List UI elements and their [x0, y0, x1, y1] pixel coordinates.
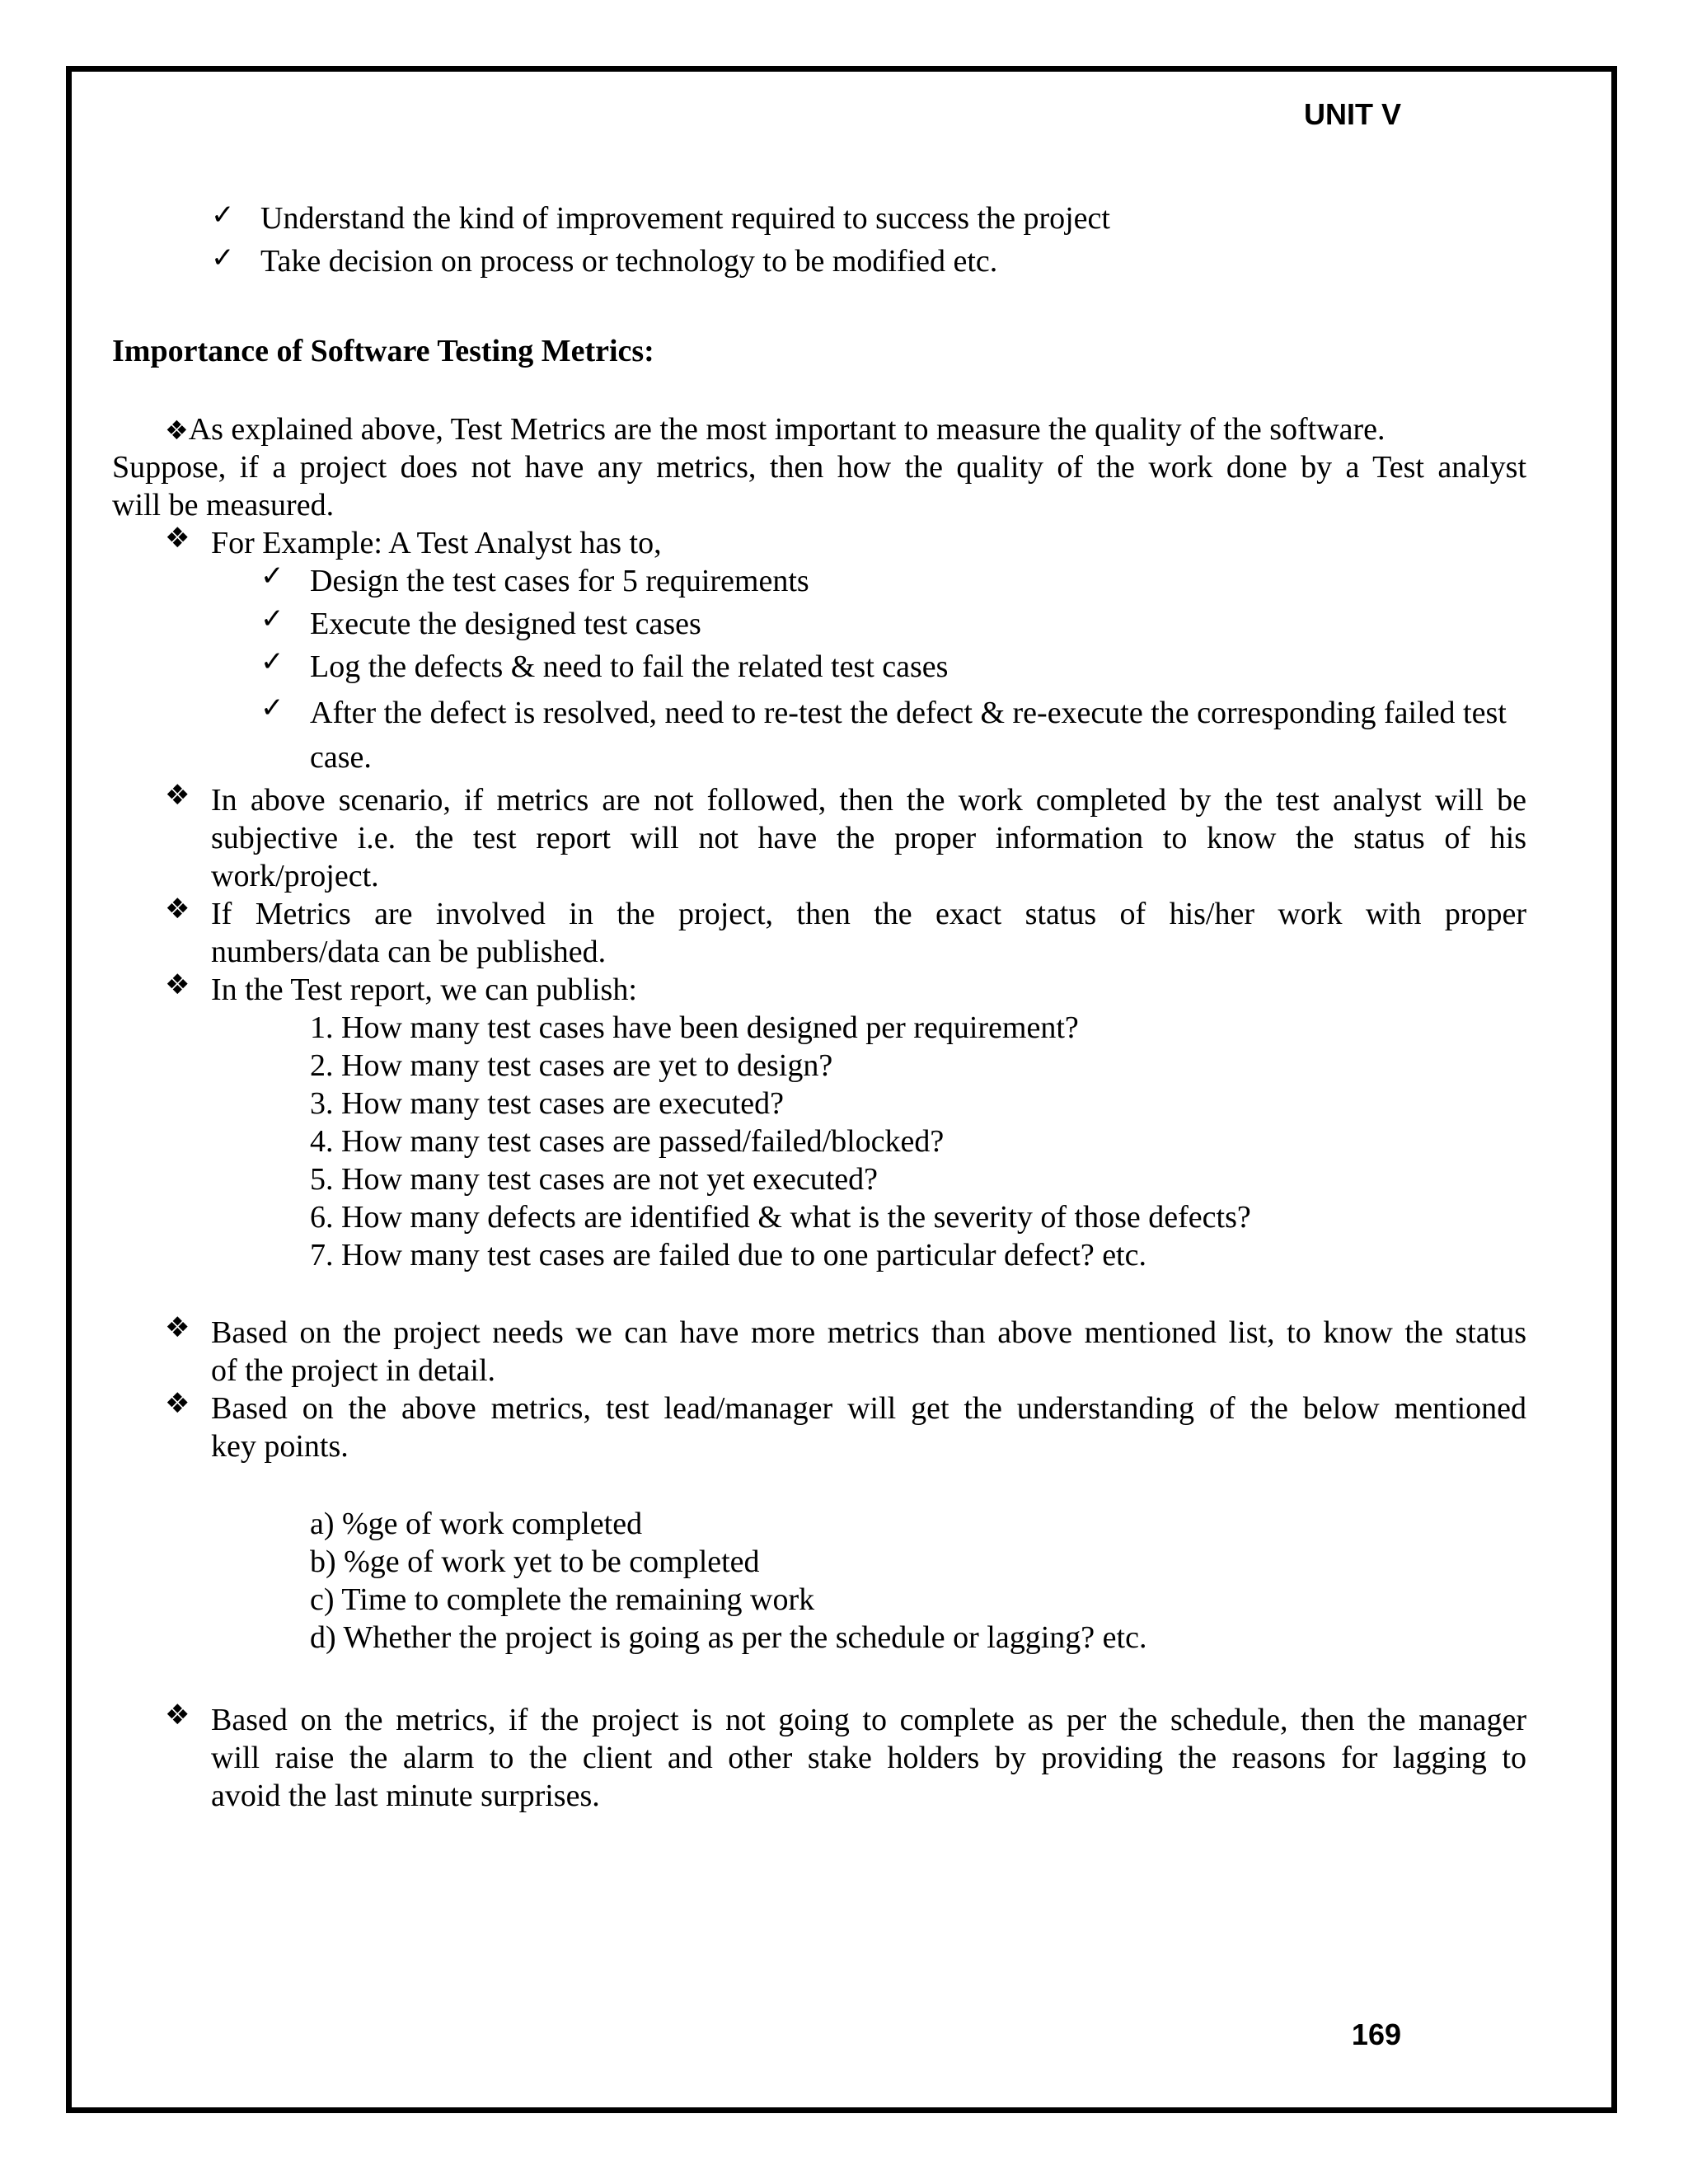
lettered-item: d) Whether the project is going as per the schedule or lagging? etc. — [310, 1620, 1147, 1655]
numbered-item: 1. How many test cases have been designed per requirement? — [310, 1010, 1079, 1045]
list-item: For Example: A Test Analyst has to, — [211, 526, 662, 560]
check-icon: ✓ — [260, 602, 284, 635]
paragraph-line: subjective i.e. the test report will not have the proper information to know the status of his — [211, 821, 1526, 855]
check-icon: ✓ — [211, 199, 235, 232]
paragraph-line: Suppose, if a project does not have any metrics, then how the quality of the work done by a Test analyst — [112, 450, 1526, 485]
paragraph-line: If Metrics are involved in the project, then the exact status of his/her work with proper — [211, 897, 1526, 931]
lettered-item: a) %ge of work completed — [310, 1507, 643, 1541]
check-icon: ✓ — [260, 691, 284, 724]
numbered-item: 5. How many test cases are not yet executed? — [310, 1162, 879, 1197]
page-number: 169 — [1351, 2018, 1401, 2051]
diamond-bullet-icon: ❖ — [165, 779, 190, 812]
numbered-item: 6. How many defects are identified & what is the severity of those defects? — [310, 1200, 1251, 1235]
numbered-item: 2. How many test cases are yet to design? — [310, 1048, 833, 1083]
diamond-bullet-icon: ❖ — [165, 1699, 190, 1732]
diamond-bullet-icon: ❖ — [165, 522, 190, 555]
lettered-item: c) Time to complete the remaining work — [310, 1582, 815, 1617]
unit-header: UNIT V — [1303, 97, 1401, 131]
paragraph-line: will be measured. — [112, 488, 335, 523]
paragraph-line: Based on the project needs we can have more metrics than above mentioned list, to know the status — [211, 1315, 1526, 1350]
list-item: In the Test report, we can publish: — [211, 972, 637, 1007]
numbered-item: 7. How many test cases are failed due to one particular defect? etc. — [310, 1238, 1146, 1272]
section-heading: Importance of Software Testing Metrics: — [112, 334, 654, 368]
check-icon: ✓ — [260, 645, 284, 678]
paragraph-line: avoid the last minute surprises. — [211, 1779, 600, 1813]
diamond-bullet-icon: ❖ — [165, 1387, 190, 1420]
list-item: Execute the designed test cases — [310, 607, 701, 641]
paragraph-line: of the project in detail. — [211, 1353, 496, 1388]
check-icon: ✓ — [260, 560, 284, 593]
list-item: case. — [310, 740, 372, 775]
check-icon: ✓ — [211, 241, 235, 274]
paragraph-line: key points. — [211, 1429, 349, 1464]
list-item: Take decision on process or technology to be modified etc. — [260, 244, 998, 279]
numbered-item: 4. How many test cases are passed/failed/blocked? — [310, 1124, 945, 1159]
list-item: Design the test cases for 5 requirements — [310, 564, 809, 598]
paragraph-line: ❖As explained above, Test Metrics are the most important to measure the quality of the software. — [165, 412, 1386, 447]
list-item: After the defect is resolved, need to re-test the defect & re-execute the corresponding failed test — [310, 696, 1507, 730]
paragraph-line: In above scenario, if metrics are not followed, then the work completed by the test analyst will be — [211, 783, 1526, 818]
paragraph-line: work/project. — [211, 859, 379, 893]
diamond-bullet-icon: ❖ — [165, 968, 190, 1001]
list-item: Understand the kind of improvement required to success the project — [260, 201, 1110, 236]
paragraph-line: will raise the alarm to the client and other stake holders by providing the reasons for lagging to — [211, 1741, 1526, 1775]
paragraph-line: Based on the metrics, if the project is not going to complete as per the schedule, then the manager — [211, 1703, 1526, 1737]
paragraph-line: Based on the above metrics, test lead/manager will get the understanding of the below mentioned — [211, 1391, 1526, 1426]
numbered-item: 3. How many test cases are executed? — [310, 1086, 785, 1121]
paragraph-line: numbers/data can be published. — [211, 935, 607, 969]
diamond-bullet-icon: ❖ — [165, 1311, 190, 1344]
diamond-bullet-icon: ❖ — [165, 415, 189, 446]
list-item: Log the defects & need to fail the related test cases — [310, 649, 949, 684]
lettered-item: b) %ge of work yet to be completed — [310, 1544, 760, 1579]
diamond-bullet-icon: ❖ — [165, 893, 190, 926]
